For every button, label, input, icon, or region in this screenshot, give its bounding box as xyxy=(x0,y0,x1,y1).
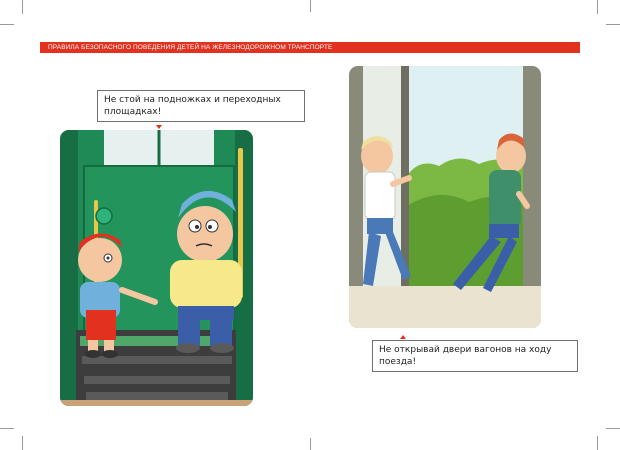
crop-mark xyxy=(0,24,14,25)
crop-mark xyxy=(22,436,23,450)
right-caption-pointer xyxy=(400,335,406,339)
left-illustration xyxy=(60,130,253,406)
crop-mark xyxy=(22,0,23,14)
right-warning-caption: Не открывай двери вагонов на ходу поезда! xyxy=(372,340,578,372)
crop-mark xyxy=(310,438,311,450)
left-warning-caption: Не стой на подножках и переходных площадках! xyxy=(97,90,305,122)
crop-mark xyxy=(606,428,620,429)
header-bar xyxy=(40,42,580,53)
right-illustration-panel xyxy=(349,66,541,328)
left-caption-pointer xyxy=(156,125,162,129)
header-title: ПРАВИЛА БЕЗОПАСНОГО ПОВЕДЕНИЯ ДЕТЕЙ НА ЖЕЛЕЗНОДОРОЖНОМ ТРАНСПОРТЕ xyxy=(48,44,333,51)
crop-mark xyxy=(597,0,598,14)
left-illustration-panel xyxy=(60,130,253,406)
crop-mark xyxy=(0,428,14,429)
right-illustration xyxy=(349,66,541,328)
crop-mark xyxy=(597,436,598,450)
crop-mark xyxy=(606,24,620,25)
crop-mark xyxy=(310,0,311,12)
